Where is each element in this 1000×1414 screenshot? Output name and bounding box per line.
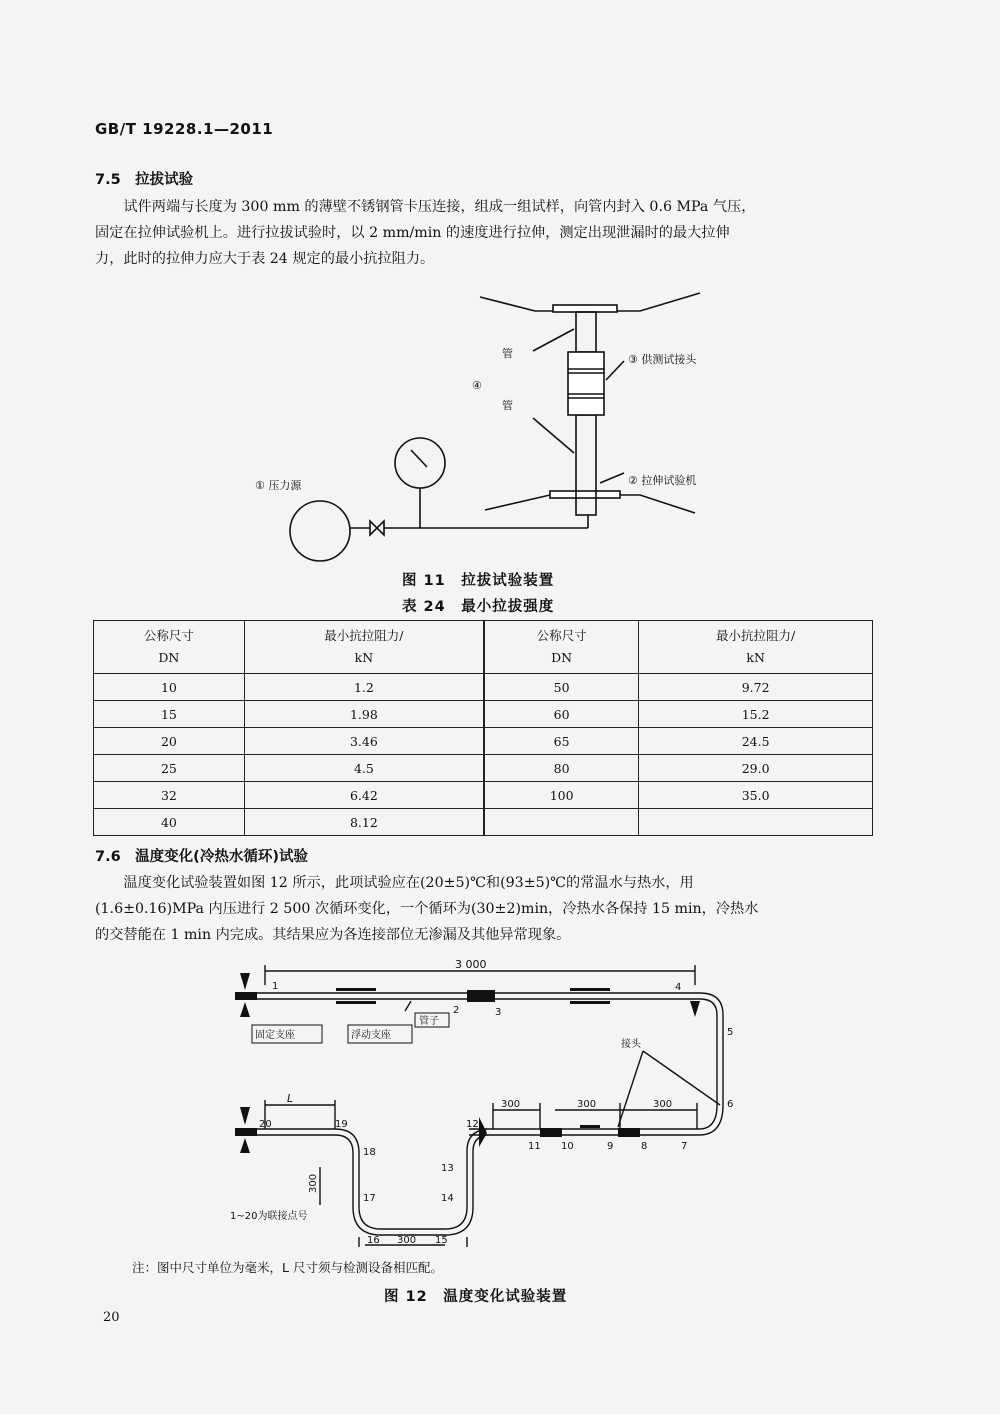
header-kn: 最小抗拉阻力/ kN xyxy=(244,621,484,674)
connection-points-label: 1~20为联接点号 xyxy=(230,1211,308,1222)
svg-text:300: 300 xyxy=(397,1235,417,1246)
svg-text:17: 17 xyxy=(363,1193,376,1204)
figure-12-caption: 图 12 温度变化试验装置 xyxy=(384,1289,568,1305)
section-7-6-heading: 7.6 温度变化(冷热水循环)试验 xyxy=(95,849,308,865)
svg-text:18: 18 xyxy=(363,1147,376,1158)
svg-text:3 000: 3 000 xyxy=(455,958,487,971)
svg-text:13: 13 xyxy=(441,1163,454,1174)
header-kn-right: 最小抗拉阻力/ kN xyxy=(639,621,873,674)
svg-text:2: 2 xyxy=(453,1005,460,1016)
svg-text:300: 300 xyxy=(308,1173,319,1193)
svg-text:14: 14 xyxy=(441,1193,454,1204)
svg-text:19: 19 xyxy=(335,1119,348,1130)
table-header-row xyxy=(94,621,873,674)
section-7-5-heading: 7.5 拉拔试验 xyxy=(95,172,194,188)
table-row: 15 1.98 60 15.2 xyxy=(94,701,873,728)
svg-text:300: 300 xyxy=(577,1099,597,1110)
svg-text:10: 10 xyxy=(561,1141,574,1152)
floating-support-label: 浮动支座 xyxy=(351,1030,391,1041)
fixed-support-label: 固定支座 xyxy=(255,1030,295,1041)
header-dn: 公称尺寸 DN xyxy=(94,621,245,674)
svg-text:8: 8 xyxy=(641,1141,648,1152)
figure-12-diagram xyxy=(225,955,745,1255)
table-row: 10 1.2 50 9.72 xyxy=(94,674,873,701)
svg-text:6: 6 xyxy=(727,1099,734,1110)
svg-text:4: 4 xyxy=(675,982,682,993)
table-row: 32 6.42 100 35.0 xyxy=(94,782,873,809)
section-7-6-line-1: 温度变化试验装置如图 12 所示，此项试验应在(20±5)℃和(93±5)℃的常温水与热水，用 xyxy=(123,875,694,891)
svg-text:9: 9 xyxy=(607,1141,614,1152)
pipe-label-top: 管 xyxy=(502,347,513,360)
pipe-label: 管子 xyxy=(419,1016,439,1027)
svg-text:15: 15 xyxy=(435,1235,448,1246)
joint-label: 接头 xyxy=(621,1039,641,1050)
svg-text:3: 3 xyxy=(495,1007,502,1018)
figure-11-diagram xyxy=(240,285,720,565)
section-7-5-line-3: 力，此时的拉伸力应大于表 24 规定的最小抗拉阻力。 xyxy=(95,251,435,267)
svg-text:1: 1 xyxy=(272,981,279,992)
table-row: 25 4.5 80 29.0 xyxy=(94,755,873,782)
pipe-label-number: ④ xyxy=(472,379,482,392)
standard-number: GB/T 19228.1—2011 xyxy=(95,120,274,138)
svg-text:300: 300 xyxy=(653,1099,673,1110)
table-24 xyxy=(93,620,873,836)
svg-text:300: 300 xyxy=(501,1099,521,1110)
pressure-source-label: ① 压力源 xyxy=(255,479,302,492)
section-7-6-line-2: (1.6±0.16)MPa 内压进行 2 500 次循环变化，一个循环为(30±2)min，冷热水各保持 15 min，冷热水 xyxy=(95,901,759,917)
table-row: 40 8.12 xyxy=(94,809,873,836)
svg-text:7: 7 xyxy=(681,1141,688,1152)
svg-text:20: 20 xyxy=(259,1119,272,1130)
section-7-6-body xyxy=(95,870,885,948)
section-7-5-line-1: 试件两端与长度为 300 mm 的薄壁不锈钢管卡压连接，组成一组试样，向管内封入 0.6 MPa 气压， xyxy=(123,199,756,215)
page-number: 20 xyxy=(103,1310,120,1325)
table-24-caption: 表 24 最小拉拔强度 xyxy=(402,599,555,615)
figure-11-caption: 图 11 拉拔试验装置 xyxy=(402,573,555,589)
joint-label: ③ 供测试接头 xyxy=(628,353,697,366)
figure-12-note: 注：图中尺寸单位为毫米，L 尺寸须与检测设备相匹配。 xyxy=(132,1260,443,1275)
header-dn-right: 公称尺寸 DN xyxy=(484,621,639,674)
svg-text:12: 12 xyxy=(466,1119,479,1130)
section-7-6-line-3: 的交替能在 1 min 内完成。其结果应为各连接部位无渗漏及其他异常现象。 xyxy=(95,927,571,943)
table-row: 20 3.46 65 24.5 xyxy=(94,728,873,755)
svg-text:16: 16 xyxy=(367,1235,380,1246)
section-7-5-body xyxy=(95,194,885,272)
pipe-label-bottom: 管 xyxy=(502,399,513,412)
svg-text:11: 11 xyxy=(528,1141,541,1152)
section-7-5-line-2: 固定在拉伸试验机上。进行拉拔试验时，以 2 mm/min 的速度进行拉伸，测定出现泄漏时的最大拉伸 xyxy=(95,225,730,241)
machine-label: ② 拉伸试验机 xyxy=(628,474,697,487)
svg-text:L: L xyxy=(287,1092,294,1105)
svg-text:5: 5 xyxy=(727,1027,734,1038)
